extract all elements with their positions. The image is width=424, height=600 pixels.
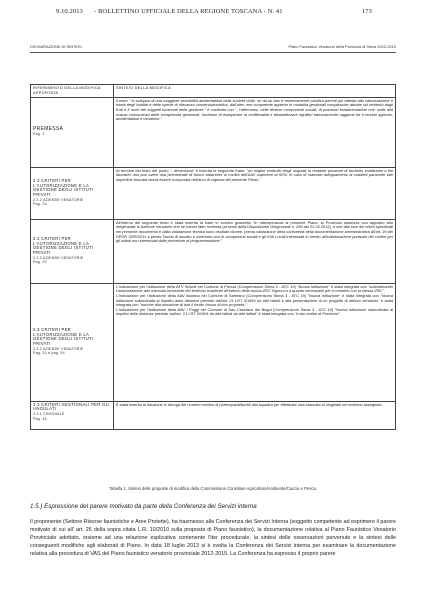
row-label: PREMESSA [33,126,64,133]
table-row [31,167,396,219]
row-reference [31,97,114,167]
row-text-italic: "un miglior controllo degli ungulati la restante porzione di territorio inutilizzato a fini faunistici non può avere una percentuale di bosco adiacente ai confini dell'AAV superiore al 50%; in caso di mancato adeguamento ai suddetti parametri tale superficie boscata dovrà essere scorporata nell'arco di vigenza del presente Piano." [116,167,393,182]
row-text-italic: "subordinando l'autorizzazione alla mancata inclusione del territorio ricadente all'interno della nuova ZRC Vignoni a a quanto necessario per il corridoio con la stessa ZRC". [116,283,393,294]
col1-header: RIFERIMENTO DELLA MODIFICA APPORTATA [31,85,114,98]
row-text: L'indicazione per l'istituzione della AAV I Poggi nel Comune di San Casciano dei Bagni (Comprensorio Siena 3 - ATC 19) "Nuova istituzione subordinata al rispetto delle distanze previste dall'art. 21 LRT 3/1994 da altri istituti da altri istituti" è stata integrata con [116,306,393,317]
header-title: - BOLLETTINO UFFICIALE DELLA REGIONE TOSCANA - N. 41 [94,8,283,15]
row-text-italic: in merito all'individuazione puntuale dei confini per gli istituti non interessati dalle procedure di programmazione." [116,233,394,244]
row-text-italic: "e dai confini di Provincia". [294,311,341,317]
body-paragraph: Il proponente (Settore Risorse faunistiche e Aree Protette), ha trasmesso alla Conferenza dei Servizi Interna (soggetto competente ad esprimere il parere motivato di cui all' art. 26 della sopra citata L.R. 10/2010 sulla proposta di Piano faunistico), la documentazione relativa al Piano Faunistico Venatorio Provinciale adottato, insieme ad una relazione esplicativa contenente l'iter procedurale, la sintesi delle osservazioni pervenute e la sintesi delle conseguenti modifiche agli elaborati di Piano. In data 18 luglio 2013 si è svolta la Conferenza dei Servizi interna per esaminare la documentazione relativa alla procedura di VAS del Piano faunistico venatorio provinciale 2012-2015. La Conferenza ha espresso il proprio parere [30,519,396,558]
header-date: 9.10.2013 [56,8,83,15]
row-text: Al termine del testo del punto "- dimensioni" è inserita la seguente frase: [116,167,246,173]
row-description [114,167,396,219]
row-text: È stata inserita la riduzione in deroga del numero minimo di partecipanti/iscritti alla squadra per effettuare una braccata al cinghiale nel territorio assegnato [116,401,382,407]
table-row [31,283,396,401]
row-sub: Pag. 1 [33,132,45,137]
row-text: Il testo " lo sviluppo di una maggiore sensibilità ambientalista nella società civile, se da un lato è estremamente positiva perché più attenta alla valorizzazione e tutela degli habitat e delle specie di rilevanza conservazionistica, dall'altro non comprende appieno le modalità gestionali complessive attuate sul territorio dagli Enti e il ruolo dei soggetti incaricati della gestione." è costituito con "- l'affermarsi, nelle diverse componenti sociali, di posizioni fondamentaliste che, unite alla scarsa conoscenza delle complessità gestionali, rischiano di esasperare la conflittualità e destabilizzare equilibri faticosamente raggiunti tra il mondo agricolo, ambientalista e venatorio." [116,97,393,122]
row-label: 2.3 CRITERI PER L'AUTORIZZAZIONE E LA GESTIONE DEGLI ISTITUTI PRIVATI [33,236,94,256]
row-page: Pag. 24 [33,202,47,207]
table-caption: Tabella 1. Sintesi delle proposte di modifica della Commissione Consiliare Agricoltura/Ambiente/Caccia e Pesca. [109,486,317,491]
row-sub: 2.3.2 AZIENDE VENATORIE [33,346,84,351]
row-text-italic: "nonché alla rimozione di tutti il fondo chiuso di loro proprietà." [139,302,247,308]
row-text: All'interno del seguente testo è stata inserita la frase in corsivo grassetto "In ottemperanza al presente Piano, la Provincia autorizza con apposito atto dirigenziale le Aziende Venatorie che ne hanno fatto richiesta (ai sensi della Disposizione Dirigenziale n. 269 del 22.02.2012), e che alla luce dei criteri specificati nel presente documento e dalla valutazione tecnica sono risultate idonee, previa valutazione della conformità della documentazione amministrativa all'art. 29 del DPGR 33/R/2011 a previo Tavolo di ascolto e confronto con le componenti sociali e gli Enti Locali interessati [116,219,393,239]
row-label: 2.3 CRITERI PER L'AUTORIZZAZIONE E LA GESTIONE DEGLI ISTITUTI PRIVATI [33,327,94,347]
row-description [114,283,396,401]
row-sub: 3.3.1 CINGHIALE [33,411,65,416]
header-rule [30,52,396,53]
row-page: Pag. 32 e pag. 34 [33,351,65,356]
col2-header: SINTESI DELLA MODIFICA [114,85,396,98]
row-sub: 2.3.2 AZIENDE VENATORIE [33,255,84,260]
page-header [56,8,372,20]
table-header-row [31,85,396,98]
table-row [31,401,396,429]
row-label: 3.3 CRITERI GESTIONALI PER GLI UNGULATI [33,401,110,412]
row-reference [31,219,114,283]
header-page-number: 173 [361,8,372,15]
table-row [31,97,396,167]
table-row [31,219,396,283]
row-text: L'indicazione per l'istituzione della AFV Selvoli nel Comune di Pienza (Comprensorio Siena 3 - ATC 19) "Nuova istituzione" è stata integrata con [116,283,369,289]
row-reference [31,167,114,219]
section-title: 1.5.) Espressione del parere motivato da parte della Conferenza dei Servizi interna [30,503,257,510]
row-description [114,219,396,283]
row-page: Pag. 48 [33,416,47,421]
row-paragraph [116,308,393,317]
row-description [114,97,396,167]
row-description [114,401,396,429]
row-reference [31,283,114,401]
row-sub: 2.3.2 AZIENDE VENATORIE [33,197,84,202]
row-label: 2.3 CRITERI PER L'AUTORIZZAZIONE E LA GESTIONE DEGLI ISTITUTI PRIVATI [33,178,94,198]
row-page: Pag. 29 [33,260,47,265]
row-paragraph [116,294,393,308]
row-reference [31,401,114,429]
row-text: L'indicazione per l'istituzione della AAV Asciano nel Comune di Sarteano (Comprensorio Siena 3 - ATC 19) "Nuova istituzione" è stata integrata con "Nuova istituzione subordinata al rispetto delle distanze previste dall'art. 21 LRT 3/1994 da altri istituti e alla presentazione di un progetto di utilizzo venatorio" è stata integrata con [116,292,393,308]
subheader-right: Piano Faunistico Venatorio della Provincia di Siena 2012-2015 [288,44,396,49]
modifications-table [30,84,396,430]
subheader-left: DICHIARAZIONE DI SINTESI [30,44,82,49]
